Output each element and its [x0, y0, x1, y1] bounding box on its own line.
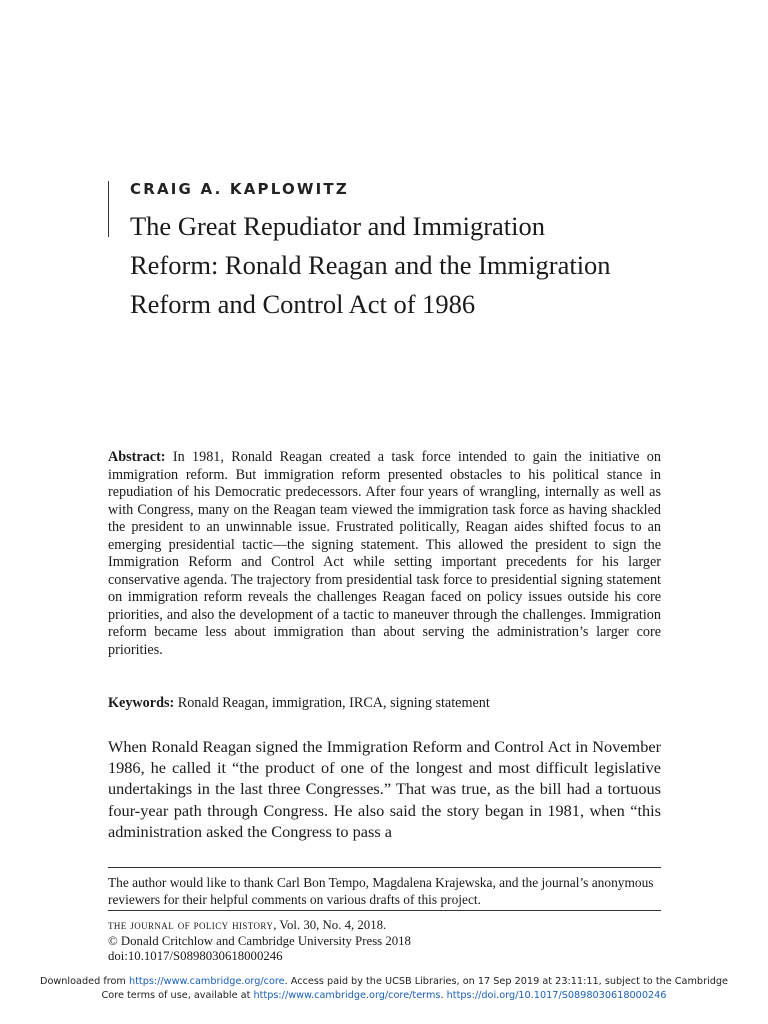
article-title: [130, 207, 690, 324]
copyright-line: © Donald Critchlow and Cambridge University Press 2018: [108, 933, 411, 948]
download-middle: . Access paid by the UCSB Libraries, on 17 Sep 2019 at 23:11:11, subject to the Cambridge: [284, 976, 729, 987]
author-name: CRAIG A. KAPLOWITZ: [130, 180, 349, 198]
footnote-rule-bottom: [108, 910, 661, 911]
abstract-label: Abstract:: [108, 449, 166, 465]
header-vertical-rule: [108, 181, 109, 237]
doi-link[interactable]: https://doi.org/10.1017/S0898030618000246: [446, 989, 667, 1001]
download-separator: .: [440, 989, 447, 1001]
title-line-2: Reform: Ronald Reagan and the Immigration: [130, 250, 611, 280]
doi-line: doi:10.1017/S0898030618000246: [108, 949, 283, 963]
download-line2-prefix: Core terms of use, available at: [101, 989, 254, 1001]
journal-volume: , Vol. 30, No. 4, 2018.: [273, 918, 387, 932]
keywords: [108, 694, 661, 712]
keywords-text: Ronald Reagan, immigration, IRCA, signing statement: [177, 695, 490, 711]
journal-info: [108, 918, 661, 965]
journal-citation: [108, 918, 661, 934]
footnote-rule-top: [108, 867, 661, 868]
journal-name: the journal of policy history: [108, 918, 274, 932]
title-line-3: Reform and Control Act of 1986: [130, 289, 476, 319]
download-notice: [0, 975, 768, 1002]
abstract-text: In 1981, Ronald Reagan created a task force intended to gain the initiative on immigration reform. But immigration reform presented obstacles to his political stance in repudiation of his Democratic predecessors. After four years of wrangling, internally as well as with Congress, many on the Reagan team viewed the immigration task force as having shackled the president to an unwinnable issue. Frustrated politically, Reagan aides shifted focus to an emerging presidential tactic—the signing statement. This allowed the president to sign the Immigration Reform and Control Act while setting important precedents for his larger conservative agenda. The trajectory from presidential task force to presidential signing statement on immigration reform reveals the challenges Reagan faced on policy issues outside his core priorities, and also the development of a tactic to maneuver through the challenges. Immigration reform became less about immigration than about serving the administration’s larger core priorities.: [108, 449, 661, 659]
download-prefix: Downloaded from: [39, 976, 129, 987]
title-line-1: The Great Repudiator and Immigration: [130, 211, 546, 241]
acknowledgment-footnote: The author would like to thank Carl Bon Tempo, Magdalena Krajewska, and the journal’s anonymous reviewers for their helpful comments on various drafts of this project.: [108, 875, 654, 907]
keywords-label: Keywords:: [108, 695, 175, 711]
terms-link[interactable]: https://www.cambridge.org/core/terms: [253, 989, 441, 1001]
body-paragraph: When Ronald Reagan signed the Immigration Reform and Control Act in November 1986, he called it “the product of one of the longest and most difficult legislative undertakings in the last three Congresses.” That was true, as the bill had a tortuous four-year path through Congress. He also said the story began in 1981, when “this administration asked the Congress to pass a: [108, 737, 661, 841]
core-link[interactable]: https://www.cambridge.org/core: [128, 976, 285, 987]
abstract: [108, 449, 661, 660]
